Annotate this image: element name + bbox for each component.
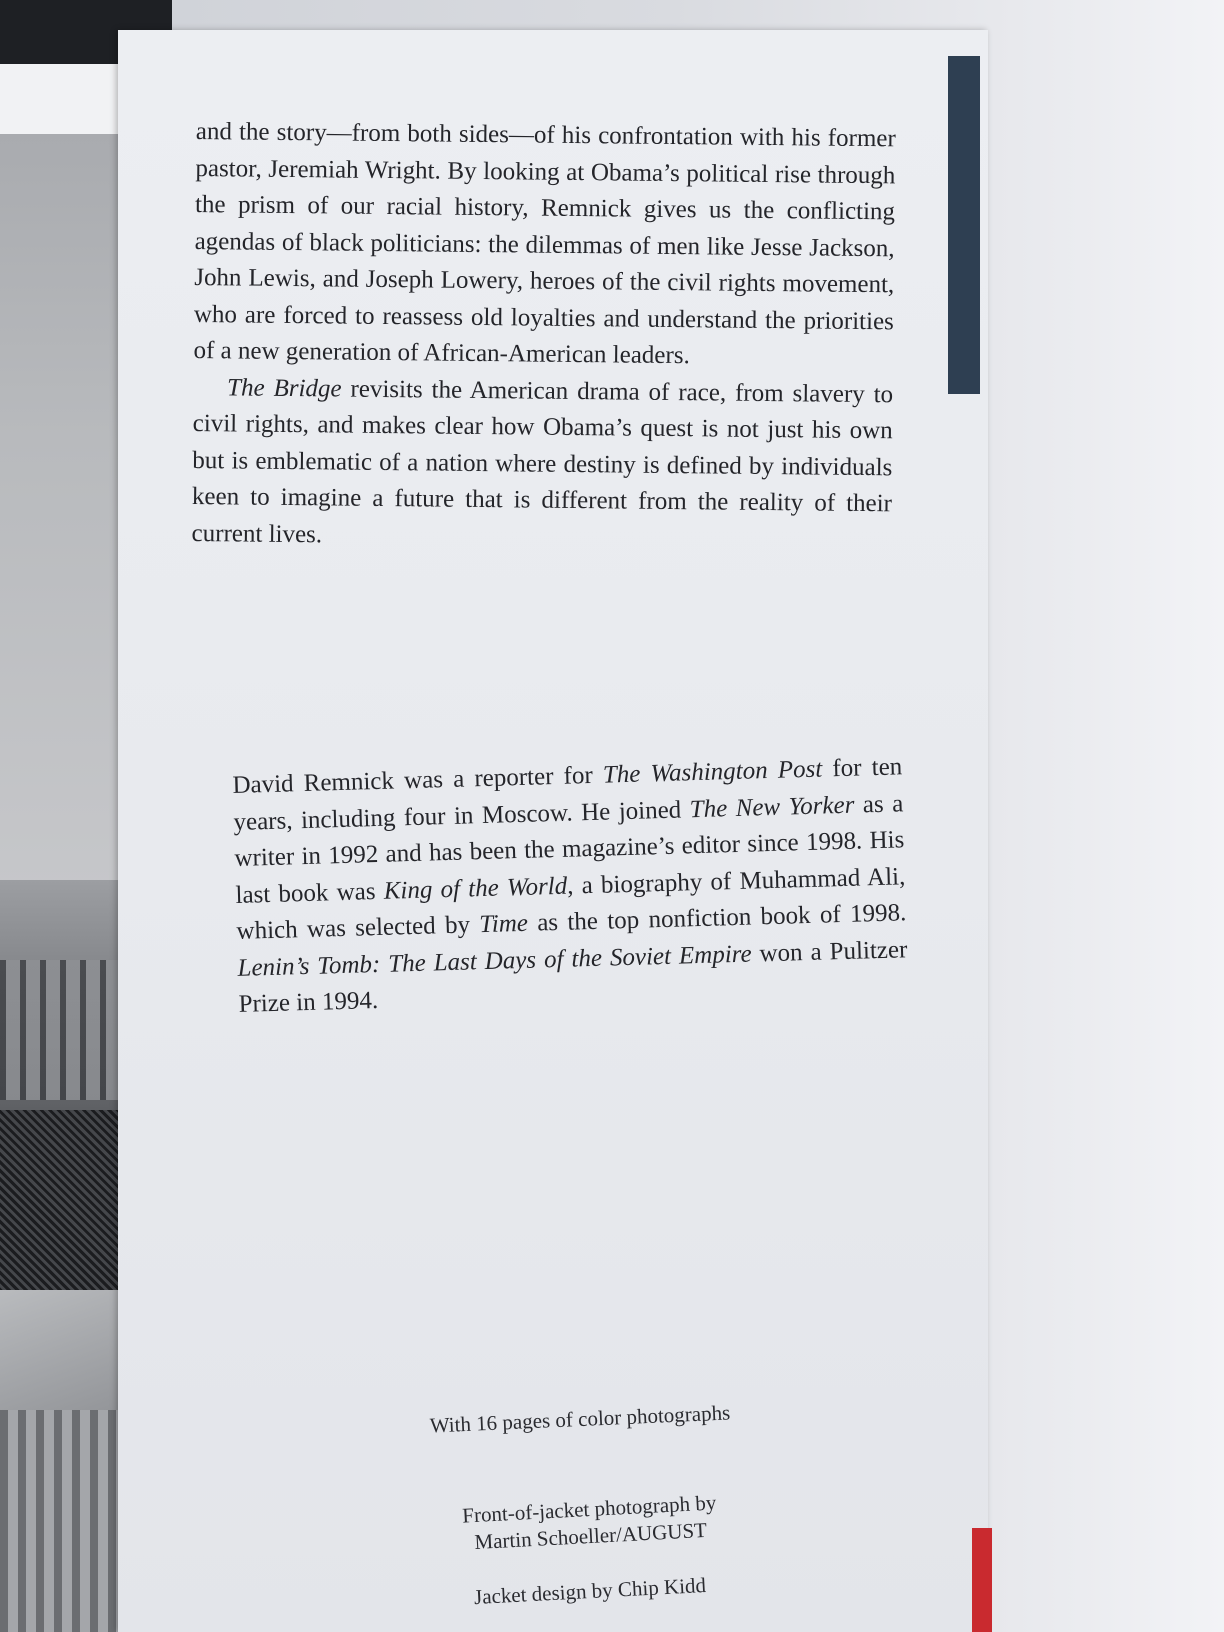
bio-text: for ten years, including four in Moscow. He joined	[233, 753, 903, 836]
bio-text: as the top nonfiction book of 1998.	[527, 899, 907, 937]
jacket-photo-credit-line-2: Martin Schoeller/AUGUST	[473, 1517, 708, 1555]
photos-note: With 16 pages of color photographs	[429, 1400, 731, 1438]
author-bio-paragraph	[232, 749, 909, 1023]
jacket-design-credit: Jacket design by Chip Kidd	[473, 1572, 707, 1610]
bio-title-new-yorker: The New Yorker	[689, 791, 855, 823]
description-paragraph-2	[191, 369, 893, 559]
bio-title-time: Time	[478, 909, 529, 939]
jacket-photo-credit-line-1: Front-of-jacket photograph by	[461, 1490, 717, 1528]
bio-text: , a biography of Muhammad Ali, which was selected by	[236, 862, 906, 945]
flap-red-stripe	[972, 1528, 992, 1632]
bio-text: won a Pulitzer Prize in 1994.	[238, 935, 908, 1018]
bio-title-lenins-tomb: Lenin’s Tomb: The Last Days of the Soviet Empire	[237, 940, 752, 982]
description-paragraph-2-text: revisits the American drama of race, from slavery to civil rights, and makes clear how Obama’s quest is not just his own but is emblematic of a nation where destiny is defined by individuals keen to imagine a future that is different from the reality of their current lives.	[191, 375, 894, 548]
bio-text: as a writer in 1992 and has been the magazine’s editor since 1998. His last book was	[234, 789, 905, 909]
book-description	[191, 114, 896, 559]
bio-title-washington-post: The Washington Post	[602, 755, 823, 789]
bio-text: David Remnick was a reporter for	[232, 761, 604, 799]
book-title: The Bridge	[226, 373, 342, 403]
description-paragraph-1: and the story—from both sides—of his confrontation with his former pastor, Jeremiah Wright. By looking at Obama’s political rise through the prism of our racial history, Remnick gives us the conflicting agendas of black politicians: the dilemmas of men like Jesse Jackson, John Lewis, and Joseph Lowery, heroes of the civil rights movement, who are forced to reassess old loyalties and understand the priorities of a new generation of African-American leaders.	[193, 117, 896, 370]
author-bio	[232, 749, 909, 1023]
flap-blue-stripe	[948, 56, 980, 394]
bio-title-king-of-the-world: King of the World	[383, 872, 568, 905]
